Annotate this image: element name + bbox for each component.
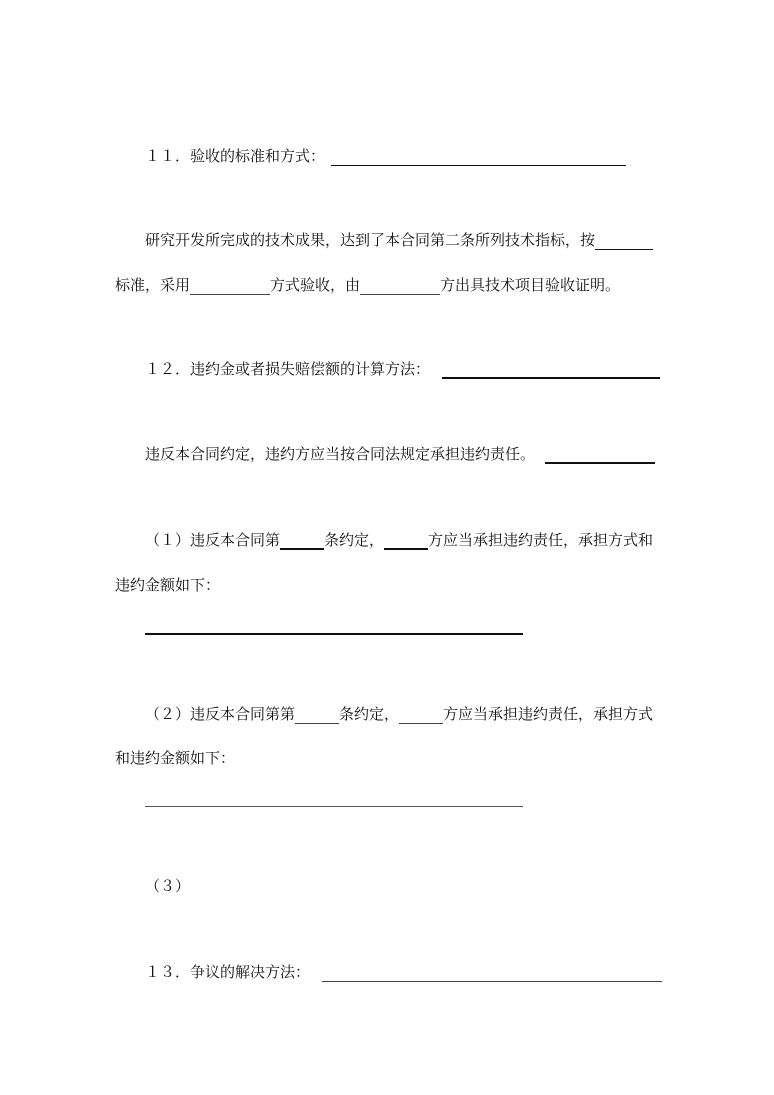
item-1-text-line-2: 违约金额如下： [115, 576, 221, 594]
item-1-text-c: 方应当承担违约责任，承担方式和 [428, 531, 654, 549]
item-1-text-b: 条约定， [324, 531, 385, 549]
acceptance-method-blank[interactable] [331, 150, 626, 166]
item-2-text-c: 方应当承担违约责任，承担方式 [443, 705, 654, 723]
section-13-heading-row [145, 962, 662, 982]
section-11-heading: １１．验收的标准和方式： [145, 147, 326, 165]
breach-intro-text: 违反本合同约定，违约方应当按合同法规定承担违约责任。 [145, 445, 536, 463]
item-1-article-blank[interactable] [280, 533, 324, 550]
acceptance-approach-blank[interactable] [190, 279, 270, 295]
item-2-text-line-2: 和违约金额如下： [115, 749, 236, 767]
breach-item-3 [145, 876, 190, 896]
acceptance-text-certificate: 方出具技术项目验收证明。 [440, 276, 621, 294]
breach-item-1-line-1 [145, 530, 653, 550]
item-2-party-blank[interactable] [399, 708, 443, 724]
penalty-calculation-blank[interactable] [442, 362, 660, 379]
acceptance-paragraph-line-2 [115, 275, 620, 295]
breach-intro-row [145, 444, 655, 464]
dispute-resolution-blank[interactable] [322, 966, 662, 982]
item-1-text-a: （１）违反本合同第 [145, 531, 281, 549]
acceptance-party-blank[interactable] [360, 279, 440, 295]
section-12-heading: １２．违约金或者损失赔偿额的计算方法： [145, 360, 431, 378]
acceptance-standard-blank[interactable] [595, 234, 653, 250]
acceptance-text-standard: 标准，采用 [115, 276, 191, 294]
acceptance-paragraph-text-1: 研究开发所完成的技术成果，达到了本合同第二条所列技术指标，按 [145, 231, 596, 249]
breach-item-1-line-2 [115, 575, 220, 595]
item-2-text-b: 条约定， [339, 705, 400, 723]
breach-item-2-line-2 [115, 748, 235, 768]
item-3-text: （３） [145, 877, 191, 895]
breach-intro-blank[interactable] [545, 447, 655, 464]
item-2-detail-blank[interactable] [145, 806, 523, 807]
item-2-text-a: （２）违反本合同第第 [145, 705, 296, 723]
acceptance-text-method: 方式验收，由 [270, 276, 361, 294]
breach-item-2-line-1 [145, 704, 653, 724]
section-13-heading: １３．争议的解决方法： [145, 963, 311, 981]
item-1-party-blank[interactable] [384, 533, 428, 550]
item-1-detail-blank[interactable] [145, 633, 523, 635]
section-12-heading-row [145, 359, 660, 379]
section-11-heading-row [145, 146, 626, 166]
item-2-article-blank[interactable] [295, 708, 339, 724]
acceptance-paragraph-line-1 [145, 230, 653, 250]
